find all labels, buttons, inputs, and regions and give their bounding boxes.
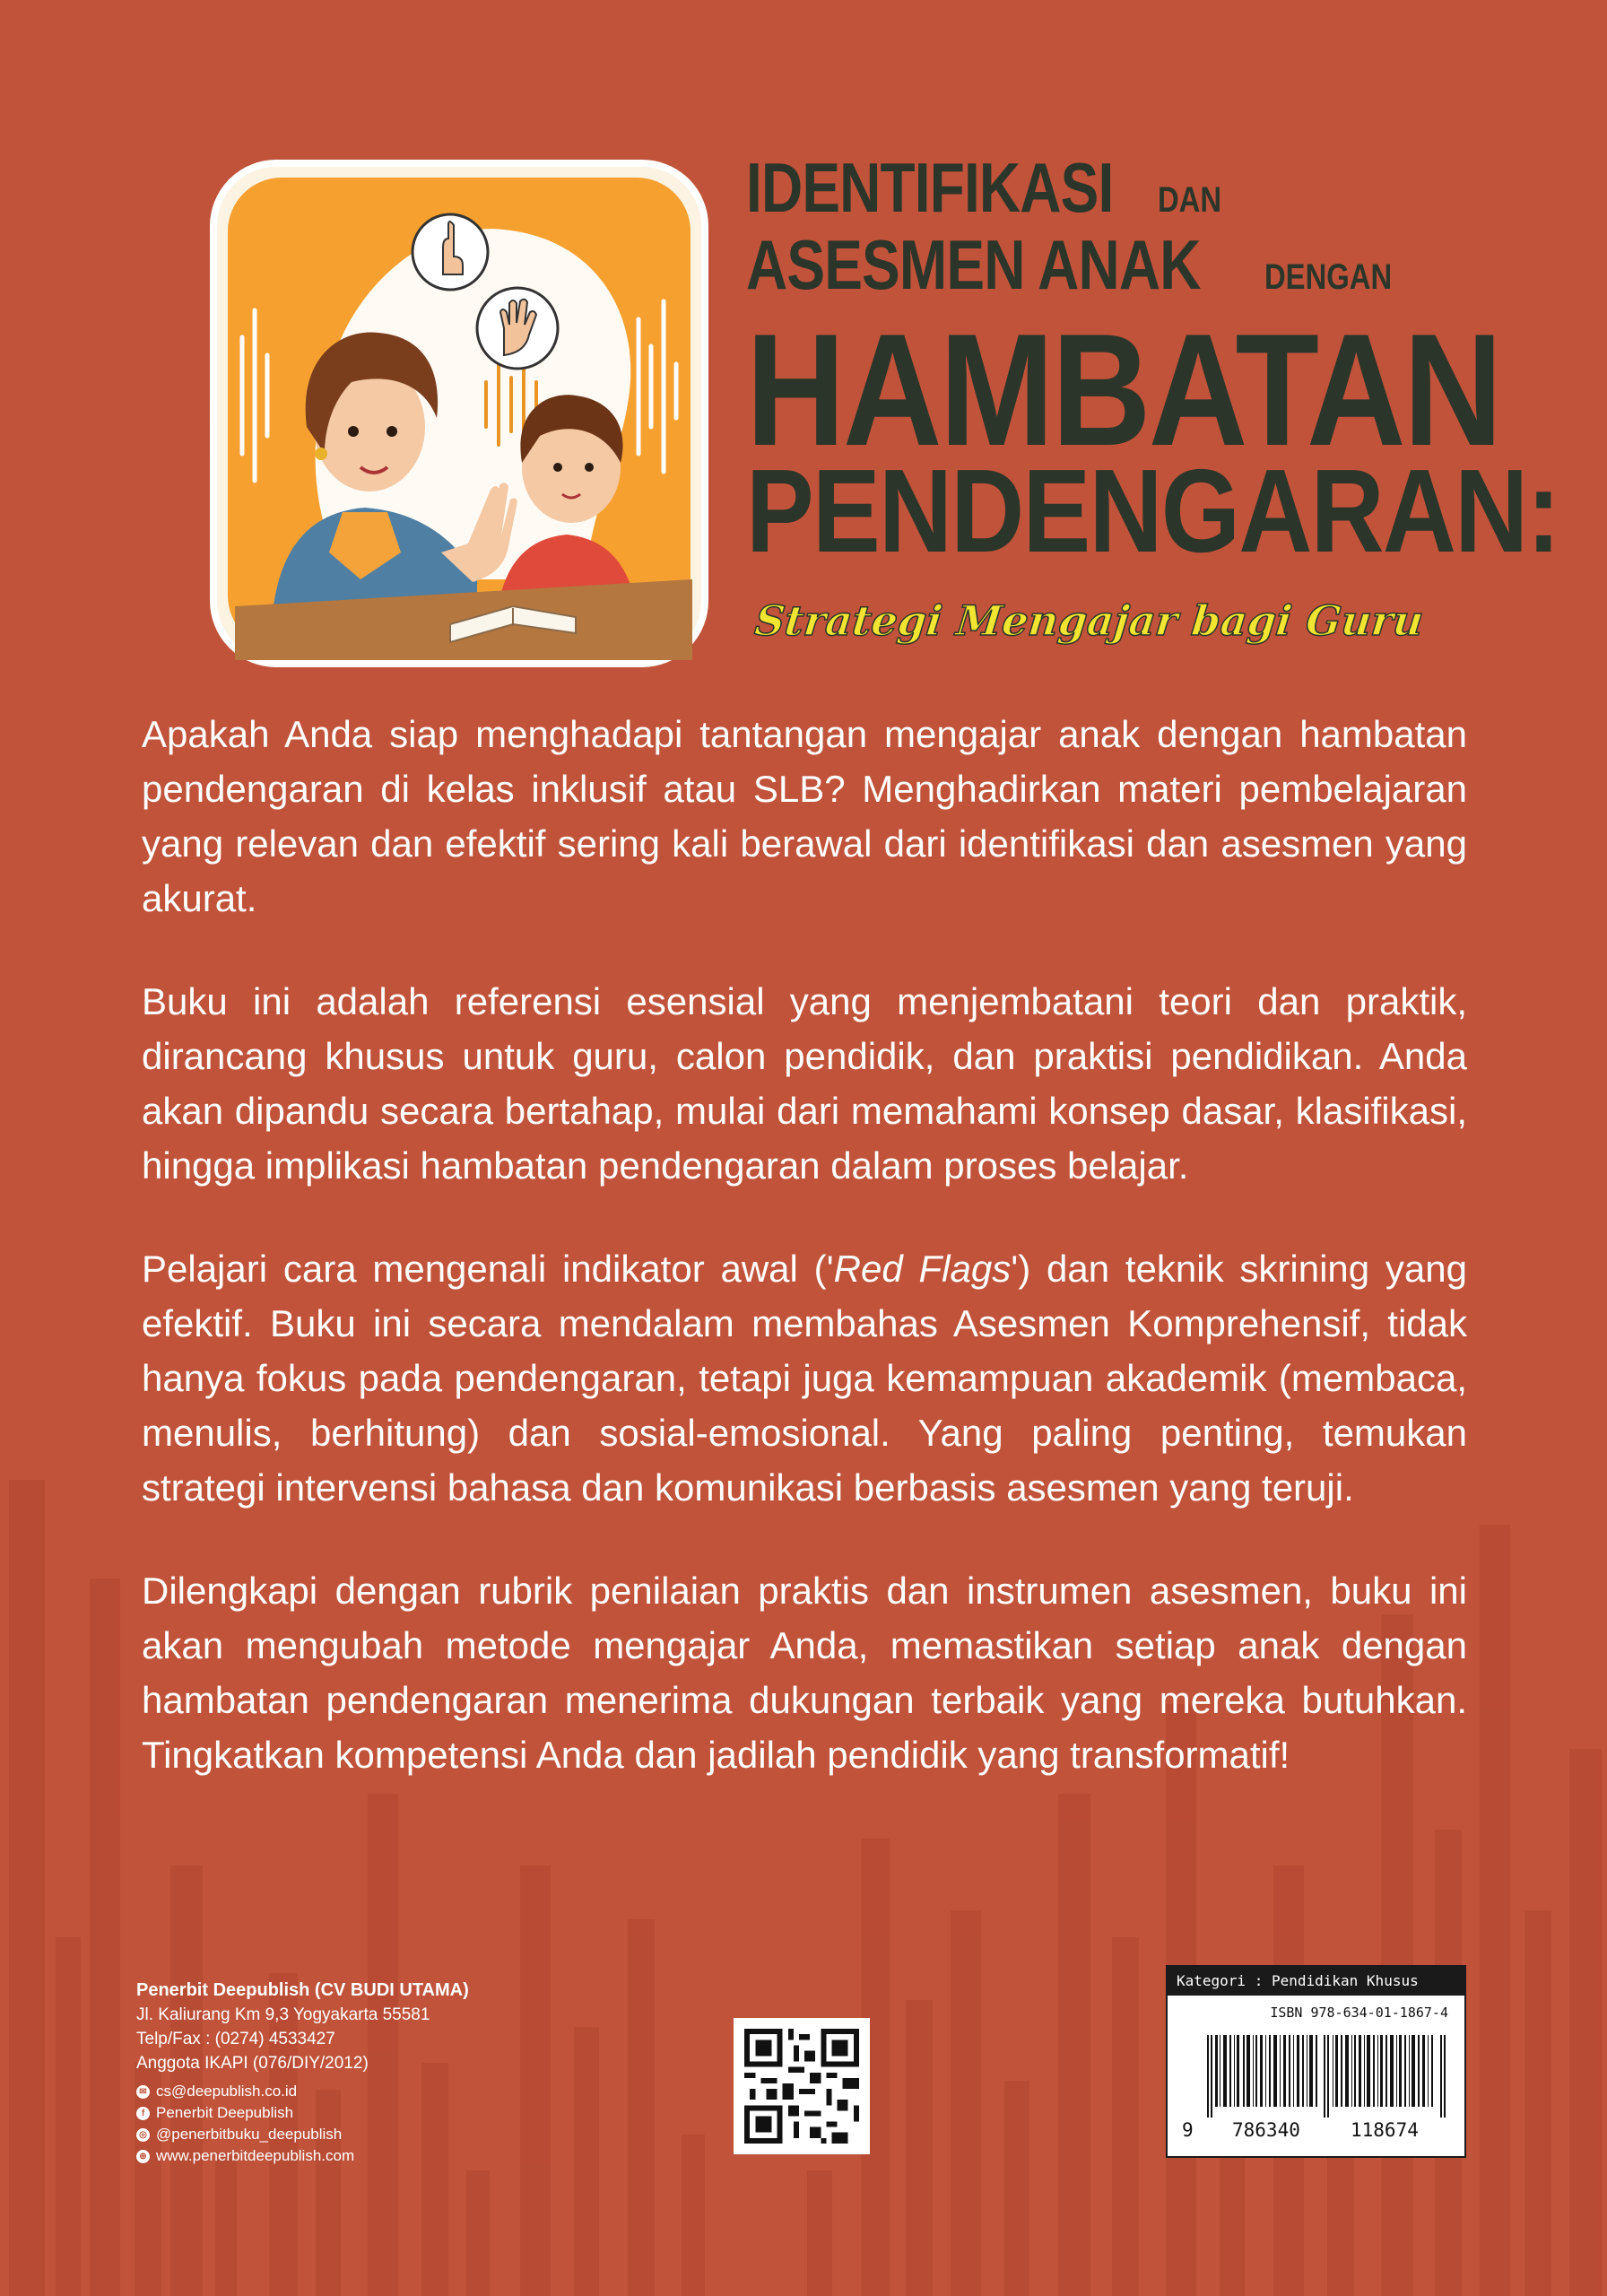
sign-language-hand-icon <box>477 288 558 369</box>
instagram-icon: ◎ <box>136 2128 150 2142</box>
contact-facebook-text: Penerbit Deepublish <box>156 2104 294 2121</box>
isbn-barcode <box>1166 1965 1466 2158</box>
qr-code <box>734 2018 870 2154</box>
email-icon: ✉ <box>136 2085 150 2099</box>
facebook-icon: f <box>136 2107 150 2120</box>
contact-email-text: cs@deepublish.co.id <box>156 2083 298 2100</box>
contact-instagram <box>136 2124 585 2145</box>
isbn-text: ISBN 978-634-01-1867-4 <box>1270 2005 1448 2021</box>
blurb-paragraph-2: Buku ini adalah referensi esensial yang menjembatani teori dan praktik, dirancang khusus untuk guru, calon pendidik, dan praktisi pendidikan. Anda akan dipandu secara bertahap, mulai dari memahami konsep dasar, klasifikasi, hingga implikasi hambatan pendengaran dalam proses belajar. <box>142 980 1467 1187</box>
web-icon: ⊕ <box>136 2150 150 2163</box>
cover-illustration <box>208 158 710 669</box>
title-line-2: ASESMEN ANAK <box>746 225 1201 304</box>
blurb-paragraph-4: Dilengkapi dengan rubrik penilaian praktis dan instrumen asesmen, buku ini akan mengubah metode mengajar Anda, memastikan setiap anak dengan hambatan pendengaran menerima dukungan terbaik yang mereka butuhkan. Tingkatkan kompetensi Anda dan jadilah pendidik yang transformatif! <box>142 1570 1467 1776</box>
contact-facebook <box>136 2102 585 2124</box>
title-line-1: IDENTIFIKASI <box>746 148 1114 227</box>
book-category: Kategori : Pendidikan Khusus <box>1168 1967 1464 1996</box>
publisher-member: Anggota IKAPI (076/DIY/2012) <box>136 2054 369 2073</box>
title-line-4: PENDENGARAN: <box>746 445 1559 577</box>
contact-web-text: www.penerbitdeepublish.com <box>156 2147 355 2164</box>
blurb-paragraph-3-start: Pelajari cara mengenali indikator awal (' <box>142 1248 834 1290</box>
title-line-1-small: DAN <box>1158 180 1222 220</box>
barcode-bars <box>1207 2035 1447 2118</box>
blurb-paragraph-3 <box>142 1241 1467 1515</box>
book-subtitle: Strategi Mengajar bagi Guru <box>752 596 1426 645</box>
publisher-name: Penerbit Deepublish (CV BUDI UTAMA) <box>136 1980 469 2000</box>
title-line-3: HAMBATAN <box>746 300 1500 479</box>
publisher-info <box>136 1979 585 2167</box>
barcode-digits-left: 786340 <box>1232 2119 1300 2141</box>
blurb-paragraph-1: Apakah Anda siap menghadapi tantangan mengajar anak dengan hambatan pendengaran di kelas inklusif atau SLB? Menghadirkan materi pembelajaran yang relevan dan efektif sering kali berawal dari identifikasi dan asesmen yang akurat. <box>142 713 1467 919</box>
contact-instagram-text: @penerbitbuku_deepublish <box>156 2126 343 2143</box>
contact-web <box>136 2145 585 2167</box>
blurb-paragraph-3-end: ') dan teknik skrining yang efektif. Buku ini secara mendalam membahas Asesmen Komprehensif, tidak hanya fokus pada pendengaran, tetapi juga kemampuan akademik (membaca, menulis, berhitung) dan sosial-emosional. Yang paling penting, temukan strategi intervensi bahasa dan komunikasi berbasis asesmen yang teruji. <box>142 1248 1467 1509</box>
blurb <box>142 707 1467 1831</box>
sign-language-hand-icon <box>413 214 488 290</box>
book-title <box>746 148 1559 577</box>
barcode-digits-right: 118674 <box>1351 2119 1419 2141</box>
red-flags-term: Red Flags <box>833 1248 1012 1290</box>
publisher-contacts <box>136 2081 585 2167</box>
title-line-2-small: DENGAN <box>1264 257 1392 297</box>
contact-email <box>136 2081 585 2102</box>
publisher-phone: Telp/Fax : (0274) 4533427 <box>136 2030 335 2048</box>
barcode-digit-first: 9 <box>1182 2119 1194 2141</box>
publisher-address: Jl. Kaliurang Km 9,3 Yogyakarta 55581 <box>136 2005 430 2024</box>
